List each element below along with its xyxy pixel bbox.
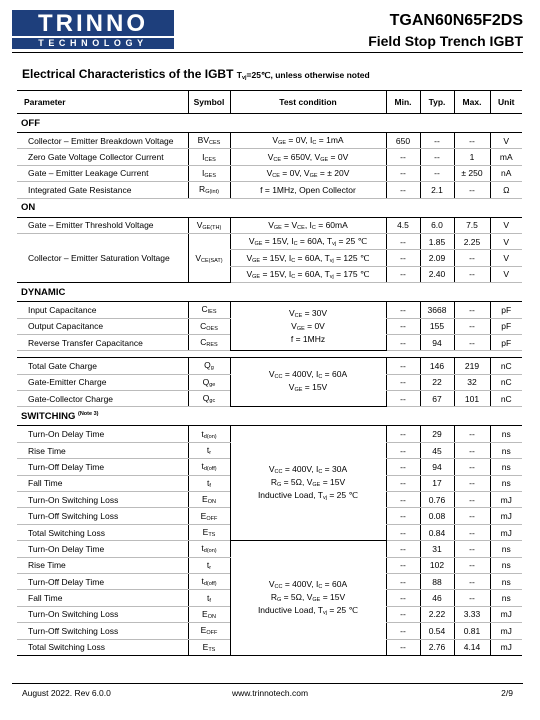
- cell-min: --: [386, 149, 420, 165]
- cell-max: --: [454, 524, 490, 540]
- cell-condition: $V_{GE} = V_{CE}$, $I_C = 60mA$: [230, 217, 386, 233]
- cell-max: 101: [454, 391, 490, 407]
- cell-typ: 2.1: [420, 182, 454, 198]
- cell-symbol: $E_{OFF}$: [188, 623, 230, 639]
- cell-min: --: [386, 573, 420, 589]
- cell-symbol: $R_{G(int)}$: [188, 182, 230, 198]
- cell-unit: nC: [490, 358, 522, 374]
- cell-condition: $V_{CE} = 0V$, $V_{GE}$ = ± 20V: [230, 165, 386, 181]
- cell-max: 7.5: [454, 217, 490, 233]
- table-row: [17, 165, 522, 181]
- cell-max: 0.81: [454, 623, 490, 639]
- cell-min: --: [386, 250, 420, 266]
- cell-min: --: [386, 302, 420, 318]
- cell-max: ± 250: [454, 165, 490, 181]
- cell-typ: 102: [420, 557, 454, 573]
- spacer-cell: [17, 351, 522, 358]
- cell-parameter: Collector – Emitter Saturation Voltage: [17, 233, 188, 282]
- cell-parameter: Turn-On Delay Time: [17, 541, 188, 557]
- cell-unit: V: [490, 250, 522, 266]
- cell-max: --: [454, 492, 490, 508]
- logo-wordmark: [12, 10, 174, 36]
- cell-parameter: Rise Time: [17, 557, 188, 573]
- table-row: [17, 217, 522, 233]
- cell-symbol: $C_{IES}$: [188, 302, 230, 318]
- table-header-row: [17, 91, 522, 114]
- cell-max: 1: [454, 149, 490, 165]
- cell-min: --: [386, 266, 420, 282]
- logo-tagline: TECHNOLOGY: [12, 38, 174, 49]
- cell-typ: 0.76: [420, 492, 454, 508]
- cell-parameter: Gate-Emitter Charge: [17, 374, 188, 390]
- cell-condition: $V_{CE} = 650V$, $V_{GE} = 0V$: [230, 149, 386, 165]
- cell-symbol: $E_{ON}$: [188, 492, 230, 508]
- cell-min: --: [386, 524, 420, 540]
- cell-typ: 22: [420, 374, 454, 390]
- table-group-row: [17, 283, 522, 302]
- cell-condition: $V_{CE} = 30V$ $V_{GE} = 0V$ f = 1MHz: [230, 302, 386, 351]
- cell-typ: 67: [420, 391, 454, 407]
- cell-symbol: $I_{GES}$: [188, 165, 230, 181]
- logo-wordmark-art: [12, 10, 174, 36]
- cell-symbol: $E_{TS}$: [188, 639, 230, 655]
- table-row: [17, 149, 522, 165]
- col-header-symbol: Symbol: [188, 91, 230, 114]
- cell-parameter: Zero Gate Voltage Collector Current: [17, 149, 188, 165]
- cell-symbol: $BV_{CES}$: [188, 133, 230, 149]
- table-group-row: [17, 198, 522, 217]
- cell-symbol: $t_f$: [188, 590, 230, 606]
- cell-condition: $V_{GE} = 15V$, $I_C = 60A$, $T_{vj} = 175$ ℃: [230, 266, 386, 282]
- cell-typ: 146: [420, 358, 454, 374]
- cell-max: --: [454, 250, 490, 266]
- cell-max: --: [454, 573, 490, 589]
- cell-typ: 0.08: [420, 508, 454, 524]
- cell-parameter: Gate-Collector Charge: [17, 391, 188, 407]
- cell-typ: 2.22: [420, 606, 454, 622]
- company-logo: [12, 10, 184, 50]
- table-group-row: [17, 114, 522, 133]
- table-row: [17, 426, 522, 442]
- cell-unit: mJ: [490, 492, 522, 508]
- cell-symbol: $V_{CE(SAT)}$: [188, 233, 230, 282]
- cell-symbol: $Q_{ge}$: [188, 374, 230, 390]
- cell-parameter: Turn-Off Switching Loss: [17, 508, 188, 524]
- cell-unit: ns: [490, 573, 522, 589]
- cell-min: --: [386, 358, 420, 374]
- cell-unit: pF: [490, 302, 522, 318]
- cell-max: 3.33: [454, 606, 490, 622]
- cell-unit: mJ: [490, 508, 522, 524]
- cell-typ: 2.09: [420, 250, 454, 266]
- cell-symbol: $C_{OES}$: [188, 318, 230, 334]
- col-header-typ: Typ.: [420, 91, 454, 114]
- cell-symbol: $t_r$: [188, 442, 230, 458]
- electrical-characteristics-table: [17, 90, 522, 656]
- cell-symbol: $Q_{gc}$: [188, 391, 230, 407]
- col-header-unit: Unit: [490, 91, 522, 114]
- table-spacer-row: [17, 351, 522, 358]
- cell-symbol: $I_{CES}$: [188, 149, 230, 165]
- cell-symbol: $E_{TS}$: [188, 524, 230, 540]
- cell-unit: ns: [490, 557, 522, 573]
- cell-min: --: [386, 442, 420, 458]
- cell-unit: Ω: [490, 182, 522, 198]
- cell-unit: ns: [490, 426, 522, 442]
- cell-typ: 46: [420, 590, 454, 606]
- cell-min: --: [386, 623, 420, 639]
- cell-min: --: [386, 165, 420, 181]
- cell-typ: 31: [420, 541, 454, 557]
- cell-typ: 155: [420, 318, 454, 334]
- cell-max: --: [454, 302, 490, 318]
- cell-min: --: [386, 590, 420, 606]
- cell-symbol: $t_{d(on)}$: [188, 426, 230, 442]
- cell-parameter: Rise Time: [17, 442, 188, 458]
- col-header-parameter: Parameter: [17, 91, 188, 114]
- cell-min: --: [386, 475, 420, 491]
- section-title: [22, 67, 370, 81]
- cell-min: --: [386, 541, 420, 557]
- section-condition: $T_{vj}=25℃$, unless otherwise noted: [236, 70, 370, 81]
- cell-max: --: [454, 508, 490, 524]
- cell-typ: 6.0: [420, 217, 454, 233]
- cell-condition: $V_{GE} = 15V$, $I_C = 60A$, $T_{vj} = 25$ ℃: [230, 233, 386, 249]
- cell-symbol: $t_f$: [188, 475, 230, 491]
- cell-parameter: Turn-On Switching Loss: [17, 492, 188, 508]
- group-label: ON: [17, 198, 522, 217]
- cell-parameter: Integrated Gate Resistance: [17, 182, 188, 198]
- cell-symbol: $E_{OFF}$: [188, 508, 230, 524]
- section-title-text: Electrical Characteristics of the IGBT: [22, 67, 234, 81]
- cell-unit: pF: [490, 318, 522, 334]
- footer-revision: August 2022. Rev 6.0.0: [22, 688, 111, 698]
- cell-typ: --: [420, 165, 454, 181]
- footer-website: www.trinnotech.com: [231, 688, 309, 698]
- cell-parameter: Total Switching Loss: [17, 639, 188, 655]
- cell-max: 2.25: [454, 233, 490, 249]
- cell-typ: 29: [420, 426, 454, 442]
- cell-min: --: [386, 508, 420, 524]
- cell-parameter: Reverse Transfer Capacitance: [17, 334, 188, 350]
- cell-parameter: Gate – Emitter Leakage Current: [17, 165, 188, 181]
- cell-parameter: Output Capacitance: [17, 318, 188, 334]
- cell-typ: 0.84: [420, 524, 454, 540]
- cell-unit: ns: [490, 475, 522, 491]
- cell-symbol: $t_{d(off)}$: [188, 573, 230, 589]
- footer-page-number: 2/9: [501, 688, 513, 698]
- group-label: OFF: [17, 114, 522, 133]
- cell-max: --: [454, 475, 490, 491]
- cell-parameter: Total Switching Loss: [17, 524, 188, 540]
- cell-min: --: [386, 639, 420, 655]
- table-row: [17, 302, 522, 318]
- cell-typ: 17: [420, 475, 454, 491]
- cell-max: 4.14: [454, 639, 490, 655]
- cell-min: --: [386, 557, 420, 573]
- cell-symbol: $t_{d(off)}$: [188, 459, 230, 475]
- cell-parameter: Total Gate Charge: [17, 358, 188, 374]
- footer-divider: [12, 683, 523, 684]
- cell-unit: ns: [490, 442, 522, 458]
- cell-unit: V: [490, 217, 522, 233]
- cell-typ: 2.76: [420, 639, 454, 655]
- cell-condition: $V_{CC} = 400V$, $I_C = 30A$ $R_G = 5\Omega$, $V_{GE} = 15V$ Inductive Load, $T_{vj} = 25$ ℃: [230, 426, 386, 541]
- table-group-row: [17, 407, 522, 426]
- part-number: TGAN60N65F2DS: [389, 12, 523, 29]
- cell-typ: 1.85: [420, 233, 454, 249]
- cell-max: --: [454, 426, 490, 442]
- cell-max: --: [454, 182, 490, 198]
- col-header-test-condition: Test condition: [230, 91, 386, 114]
- cell-unit: mJ: [490, 606, 522, 622]
- cell-max: 219: [454, 358, 490, 374]
- cell-unit: mA: [490, 149, 522, 165]
- cell-typ: 0.54: [420, 623, 454, 639]
- cell-parameter: Turn-On Switching Loss: [17, 606, 188, 622]
- cell-min: --: [386, 233, 420, 249]
- cell-unit: ns: [490, 541, 522, 557]
- cell-max: --: [454, 334, 490, 350]
- cell-min: 4.5: [386, 217, 420, 233]
- group-label: SWITCHING $^{(Note 3)}$: [17, 407, 522, 426]
- cell-condition: $V_{CC} = 400V$, $I_C = 60A$ $V_{GE} = 15V$: [230, 358, 386, 407]
- cell-min: --: [386, 459, 420, 475]
- cell-max: --: [454, 459, 490, 475]
- cell-parameter: Input Capacitance: [17, 302, 188, 318]
- cell-typ: 94: [420, 459, 454, 475]
- cell-min: 650: [386, 133, 420, 149]
- cell-min: --: [386, 374, 420, 390]
- cell-typ: 45: [420, 442, 454, 458]
- cell-unit: ns: [490, 590, 522, 606]
- cell-max: 32: [454, 374, 490, 390]
- cell-parameter: Turn-Off Delay Time: [17, 459, 188, 475]
- cell-unit: V: [490, 266, 522, 282]
- cell-symbol: $Q_g$: [188, 358, 230, 374]
- cell-max: --: [454, 442, 490, 458]
- cell-parameter: Turn-Off Delay Time: [17, 573, 188, 589]
- table-row: [17, 182, 522, 198]
- cell-min: --: [386, 318, 420, 334]
- cell-unit: mJ: [490, 639, 522, 655]
- cell-max: --: [454, 266, 490, 282]
- cell-min: --: [386, 182, 420, 198]
- cell-condition: $V_{CC} = 400V$, $I_C = 60A$ $R_G = 5\Omega$, $V_{GE} = 15V$ Inductive Load, $T_{vj} = 25$ ℃: [230, 541, 386, 656]
- device-type: Field Stop Trench IGBT: [368, 33, 523, 49]
- cell-symbol: $C_{RES}$: [188, 334, 230, 350]
- cell-parameter: Fall Time: [17, 590, 188, 606]
- cell-symbol: $t_r$: [188, 557, 230, 573]
- table-row: [17, 233, 522, 249]
- table-row: [17, 541, 522, 557]
- cell-symbol: $V_{GE(TH)}$: [188, 217, 230, 233]
- cell-unit: pF: [490, 334, 522, 350]
- cell-parameter: Collector – Emitter Breakdown Voltage: [17, 133, 188, 149]
- col-header-min: Min.: [386, 91, 420, 114]
- cell-typ: --: [420, 133, 454, 149]
- cell-condition: $V_{GE} = 0V$, $I_C = 1mA$: [230, 133, 386, 149]
- cell-typ: 88: [420, 573, 454, 589]
- cell-unit: V: [490, 133, 522, 149]
- cell-unit: mJ: [490, 524, 522, 540]
- cell-typ: 3668: [420, 302, 454, 318]
- cell-condition: f = 1MHz, Open Collector: [230, 182, 386, 198]
- cell-parameter: Fall Time: [17, 475, 188, 491]
- cell-max: --: [454, 590, 490, 606]
- cell-max: --: [454, 557, 490, 573]
- col-header-max: Max.: [454, 91, 490, 114]
- cell-unit: mJ: [490, 623, 522, 639]
- table-row: [17, 358, 522, 374]
- cell-typ: 94: [420, 334, 454, 350]
- cell-parameter: Gate – Emitter Threshold Voltage: [17, 217, 188, 233]
- cell-symbol: $E_{ON}$: [188, 606, 230, 622]
- cell-unit: nC: [490, 391, 522, 407]
- cell-min: --: [386, 492, 420, 508]
- cell-min: --: [386, 391, 420, 407]
- cell-max: --: [454, 133, 490, 149]
- cell-typ: 2.40: [420, 266, 454, 282]
- cell-parameter: Turn-On Delay Time: [17, 426, 188, 442]
- cell-max: --: [454, 318, 490, 334]
- cell-parameter: Turn-Off Switching Loss: [17, 623, 188, 639]
- group-label: DYNAMIC: [17, 283, 522, 302]
- table-row: [17, 133, 522, 149]
- cell-unit: nA: [490, 165, 522, 181]
- header-divider: [12, 52, 523, 53]
- cell-symbol: $t_{d(on)}$: [188, 541, 230, 557]
- cell-condition: $V_{GE} = 15V$, $I_C = 60A$, $T_{vj} = 125$ ℃: [230, 250, 386, 266]
- cell-max: --: [454, 541, 490, 557]
- cell-unit: V: [490, 233, 522, 249]
- cell-unit: ns: [490, 459, 522, 475]
- cell-unit: nC: [490, 374, 522, 390]
- cell-min: --: [386, 606, 420, 622]
- logo-wordmark-text: TRINNO: [38, 10, 148, 36]
- cell-min: --: [386, 426, 420, 442]
- cell-min: --: [386, 334, 420, 350]
- cell-typ: --: [420, 149, 454, 165]
